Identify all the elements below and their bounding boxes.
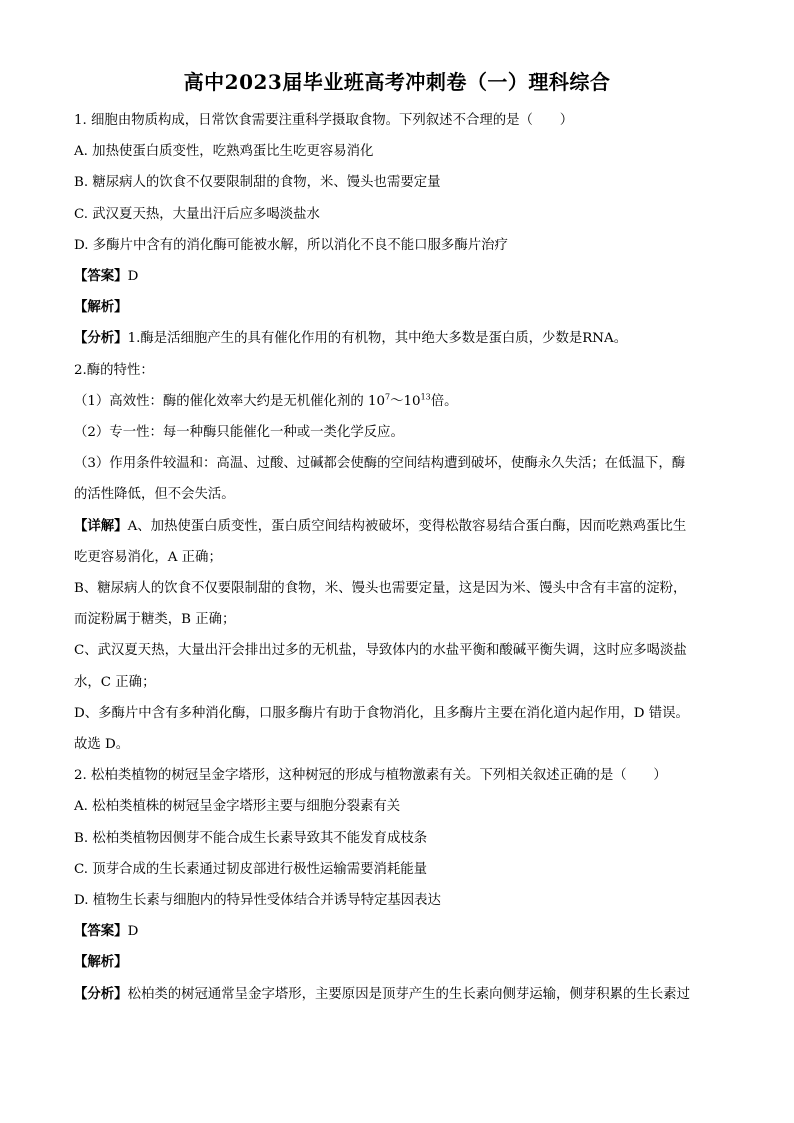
question-1-detail-b1: B、糖尿病人的饮食不仅要限制甜的食物，米、馒头也需要定量，这是因为米、馒头中含有丰富的淀粉， (74, 581, 687, 597)
question-2-analysis-label: 【解析】 (74, 954, 128, 971)
question-1-fenxi (74, 323, 724, 354)
page-title: 高中2023届毕业班高考冲刺卷（一）理科综合 (183, 70, 611, 94)
question-1-option-c: C. 武汉夏天热，大量出汗后应多喝淡盐水 (74, 206, 320, 222)
exponent: 7 (385, 392, 391, 402)
question-1-detail-c2: 水，C 正确； (74, 674, 156, 690)
question-1-detail-a1 (74, 511, 724, 542)
question-2-fenxi (74, 979, 724, 1010)
answer-label: 【答案】 (74, 268, 128, 285)
question-2-answer (74, 916, 724, 947)
answer-value: D (127, 924, 139, 940)
point-text: 倍。 (430, 393, 458, 409)
question-1-detail-a2: 吃更容易消化，A 正确； (74, 549, 222, 565)
point-text: ～10 (390, 393, 421, 409)
question-1-point-2-3b: 的活性降低，但不会失活。 (74, 487, 235, 503)
question-1-analysis-label: 【解析】 (74, 299, 128, 316)
question-1-conclusion: 故选 D。 (74, 737, 130, 753)
document-body (74, 105, 724, 1010)
question-1-stem: 1. 细胞由物质构成，日常饮食需要注重科学摄取食物。下列叙述不合理的是（ ） (74, 113, 574, 128)
fenxi-label: 【分析】 (74, 330, 128, 347)
detail-label: 【详解】 (74, 517, 128, 534)
question-1-option-b: B. 糖尿病人的饮食不仅要限制甜的食物，米、馒头也需要定量 (74, 175, 441, 191)
fenxi-text: 1.酶是活细胞产生的具有催化作用的有机物，其中绝大多数是蛋白质，少数是RNA。 (127, 331, 628, 347)
exponent: 13 (420, 392, 431, 402)
detail-text: A、加热使蛋白质变性，蛋白质空间结构被破坏，变得松散容易结合蛋白酶，因而吃熟鸡蛋比生 (127, 518, 687, 534)
question-1-point-2-3a: （3）作用条件较温和：高温、过酸、过碱都会使酶的空间结构遭到破坏，使酶永久失活；在低温下，酶 (74, 456, 686, 472)
question-2-option-d: D. 植物生长素与细胞内的特异性受体结合并诱导特定基因表达 (74, 893, 441, 909)
question-1-point-2-1 (74, 386, 724, 417)
question-1-option-a: A. 加热使蛋白质变性，吃熟鸡蛋比生吃更容易消化 (74, 144, 374, 160)
question-2-option-b: B. 松柏类植物因侧芽不能合成生长素导致其不能发育成枝条 (74, 830, 428, 846)
question-1-detail-b2: 而淀粉属于糖类，B 正确； (74, 612, 236, 628)
question-1-answer (74, 261, 724, 292)
question-1-option-d: D. 多酶片中含有的消化酶可能被水解，所以消化不良不能口服多酶片治疗 (74, 237, 508, 253)
question-1-point-2-2: （2）专一性：每一种酶只能催化一种或一类化学反应。 (74, 425, 404, 441)
answer-value: D (127, 269, 139, 285)
question-1-detail-c1: C、武汉夏天热，大量出汗会排出过多的无机盐，导致体内的水盐平衡和酸碱平衡失调，这时应多喝淡盐 (74, 643, 687, 659)
answer-label: 【答案】 (74, 923, 128, 940)
point-text: （1）高效性：酶的催化效率大约是无机催化剂的 10 (74, 393, 386, 409)
question-1-point-2: 2.酶的特性： (74, 362, 154, 378)
fenxi-text: 松柏类的树冠通常呈金字塔形，主要原因是顶芽产生的生长素向侧芽运输，侧芽积累的生长素过 (127, 986, 690, 1002)
question-2-option-c: C. 顶芽合成的生长素通过韧皮部进行极性运输需要消耗能量 (74, 861, 428, 877)
question-2-option-a: A. 松柏类植株的树冠呈金字塔形主要与细胞分裂素有关 (74, 799, 401, 815)
question-1-detail-d: D、多酶片中含有多种消化酶，口服多酶片有助于食物消化，且多酶片主要在消化道内起作用，D 错误。 (74, 705, 689, 721)
fenxi-label: 【分析】 (74, 985, 128, 1002)
question-2-stem: 2. 松柏类植物的树冠呈金字塔形，这种树冠的形成与植物激素有关。下列相关叙述正确的是（ ） (74, 768, 667, 784)
